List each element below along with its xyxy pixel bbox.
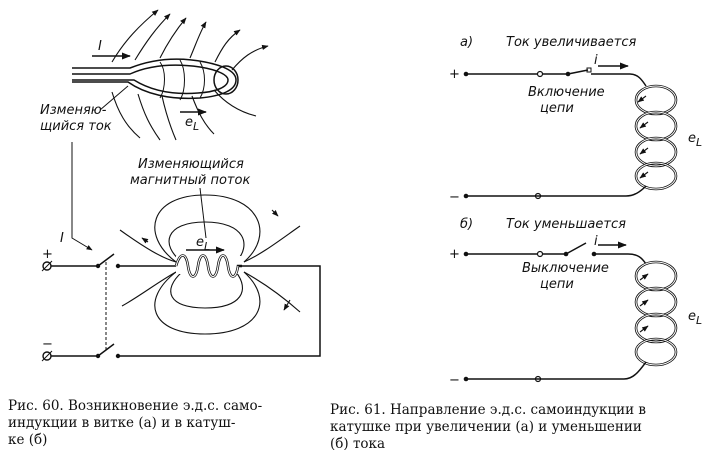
panel-b-emf-label: $e_L$ xyxy=(688,309,703,327)
coil-current-label: I xyxy=(60,231,64,246)
panel-a-action-2: цепи xyxy=(540,101,574,116)
double-pole-switch xyxy=(96,254,120,358)
panel-a-switch-closed xyxy=(566,68,591,76)
loop-conductor xyxy=(72,59,238,100)
panel-a-action-1: Включение xyxy=(528,85,605,100)
changing-flux-label-1: Изменяющийся xyxy=(138,157,244,172)
coil-winding xyxy=(176,256,242,277)
caption-61-line-2: катушке при увеличении (а) и уменьшении xyxy=(330,419,642,435)
figure-60-coil-circuit xyxy=(42,195,320,361)
coil-plus-label: + xyxy=(42,247,53,262)
caption-60-line-1: Рис. 60. Возникновение э.д.с. само- xyxy=(8,398,263,414)
coil-emf-label: $e_L$ xyxy=(196,235,211,253)
coil-minus-label: − xyxy=(42,337,53,352)
changing-current-label-2: щийся ток xyxy=(40,119,112,134)
panel-a-current-label: i xyxy=(594,53,598,68)
panel-a-plus: + xyxy=(449,67,460,82)
panel-b-coil xyxy=(636,262,676,365)
panel-a-emf-label: $e_L$ xyxy=(688,131,703,149)
panel-b-plus: + xyxy=(449,247,460,262)
loop-current-label: I xyxy=(98,39,102,54)
panel-b-action-1: Выключение xyxy=(522,261,609,276)
panel-a-coil xyxy=(636,86,676,189)
caption-60-line-3: ке (б) xyxy=(8,432,48,448)
panel-b-switch-open xyxy=(564,243,597,256)
panel-b-current-label: i xyxy=(594,234,598,249)
panel-a-minus: − xyxy=(449,190,460,205)
figure-60-loop xyxy=(40,10,268,250)
changing-current-label-1: Изменяю- xyxy=(40,103,107,118)
panel-b-action-2: цепи xyxy=(540,277,574,292)
panel-b-minus: − xyxy=(449,373,460,388)
panel-a-letter: а) xyxy=(460,35,474,50)
caption-61-line-1: Рис. 61. Направление э.д.с. самоиндукции в xyxy=(330,402,647,418)
figure-61-panel-b xyxy=(449,217,702,388)
panel-a-title: Ток увеличивается xyxy=(506,35,637,50)
panel-b-title: Ток уменьшается xyxy=(506,217,626,232)
caption-61-line-3: (б) тока xyxy=(330,436,386,450)
loop-emf-label: $e_L$ xyxy=(185,115,200,133)
figure-61-panel-a xyxy=(449,35,702,205)
changing-flux-label-2: магнитный поток xyxy=(130,173,251,188)
connecting-leader xyxy=(72,142,92,250)
changing-current-leader xyxy=(100,86,128,110)
caption-60-line-2: индукции в витке (а) и в катуш- xyxy=(8,415,236,431)
panel-b-letter: б) xyxy=(460,217,474,232)
